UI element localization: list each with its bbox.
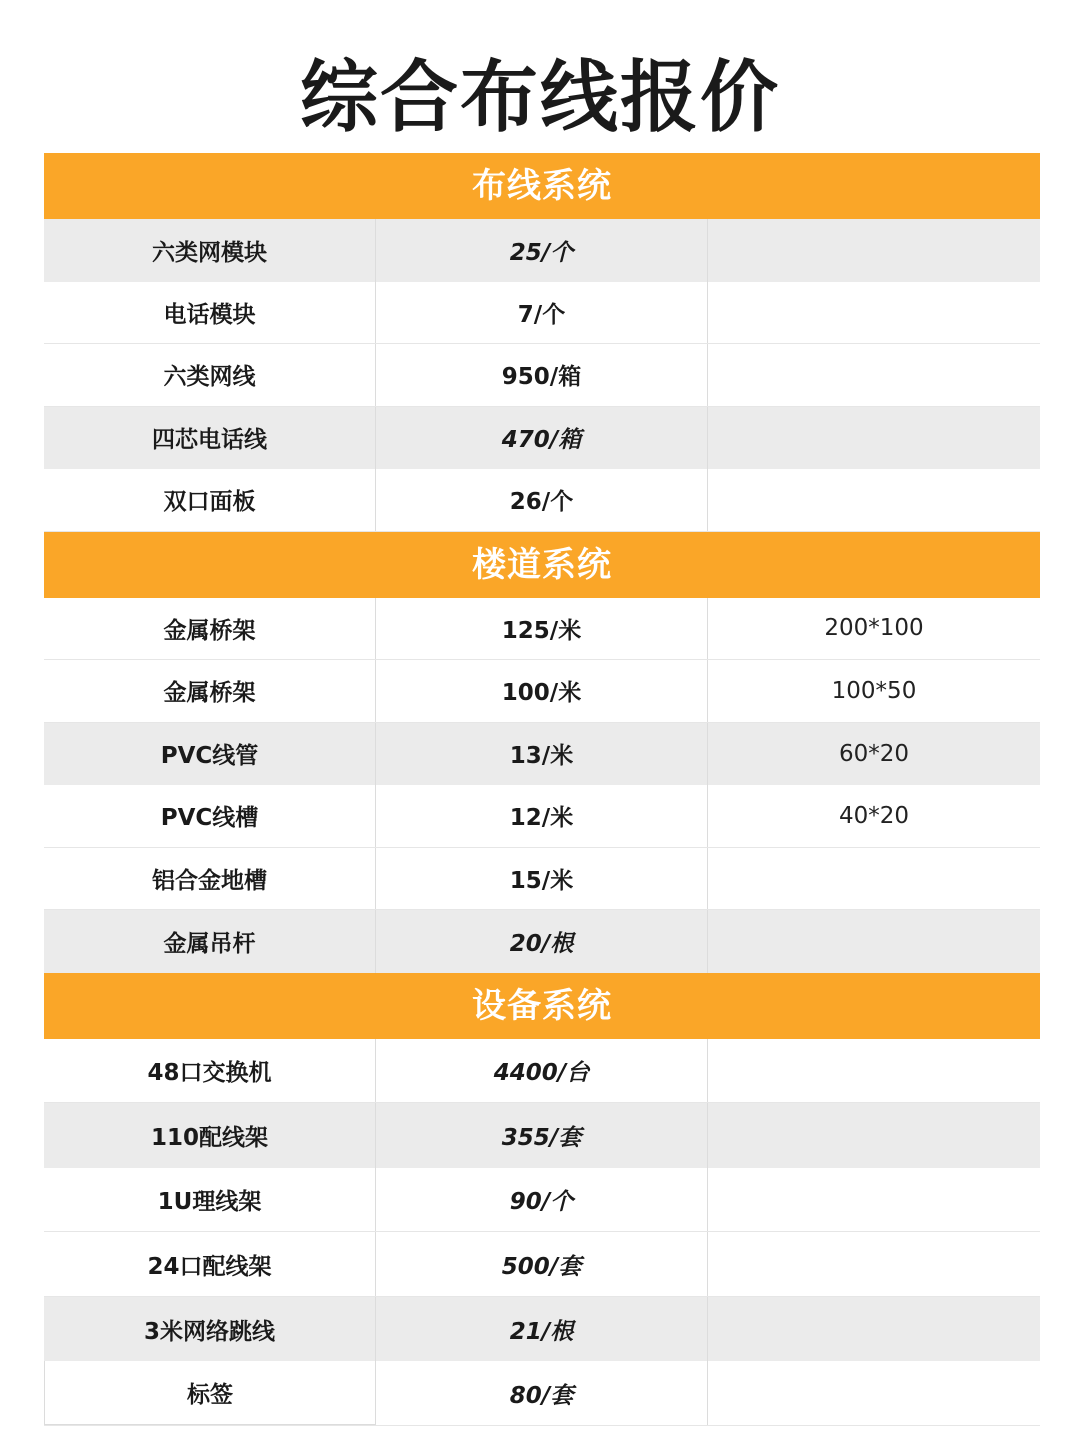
item-price-cell bbox=[376, 910, 708, 973]
item-name-cell: 双口面板 bbox=[44, 469, 376, 531]
item-name-cell: 铝合金地槽 bbox=[44, 848, 376, 910]
item-price: 15/米 bbox=[509, 867, 574, 894]
item-spec-cell: 200*100 bbox=[824, 615, 924, 642]
item-price-cell bbox=[376, 1039, 708, 1103]
table-row bbox=[44, 1039, 1040, 1104]
item-price: 355/套 bbox=[501, 1124, 582, 1151]
item-spec-cell bbox=[708, 1168, 1040, 1232]
item-spec-cell: 100*50 bbox=[831, 677, 917, 704]
item-name-cell: 六类网模块 bbox=[44, 219, 376, 282]
item-name-cell: 金属桥架 bbox=[44, 598, 376, 660]
item-price: 13/米 bbox=[509, 743, 574, 770]
item-price-cell bbox=[376, 1103, 708, 1168]
table-row bbox=[44, 1297, 1040, 1362]
item-spec-cell: 60*20 bbox=[838, 740, 910, 767]
item-price: 7/个 bbox=[517, 301, 566, 328]
table-row bbox=[44, 723, 1040, 786]
item-price: 21/根 bbox=[509, 1318, 574, 1345]
table-row bbox=[44, 407, 1040, 470]
item-spec-cell bbox=[708, 1297, 1040, 1362]
item-price-cell bbox=[376, 344, 708, 406]
price-table bbox=[44, 153, 1040, 1426]
item-name-cell: PVC线管 bbox=[44, 723, 376, 786]
item-price: 20/根 bbox=[509, 930, 574, 957]
table-row bbox=[44, 219, 1040, 282]
item-price-cell bbox=[376, 1297, 708, 1362]
item-name-cell: 电话模块 bbox=[44, 282, 376, 344]
item-spec-cell bbox=[708, 469, 1040, 531]
section-header: 楼道系统 bbox=[44, 532, 1040, 598]
item-spec-cell bbox=[708, 282, 1040, 344]
item-price-cell bbox=[376, 785, 708, 847]
item-name-cell: 3米网络跳线 bbox=[44, 1297, 376, 1362]
item-name-cell: 24口配线架 bbox=[44, 1232, 376, 1296]
item-price-cell bbox=[376, 1232, 708, 1296]
item-spec-cell bbox=[708, 219, 1040, 282]
item-name-cell: 六类网线 bbox=[44, 344, 376, 406]
item-spec-cell bbox=[708, 1232, 1040, 1296]
item-name-cell: 110配线架 bbox=[44, 1103, 376, 1168]
item-price: 125/米 bbox=[501, 617, 582, 644]
table-row bbox=[44, 598, 1040, 661]
item-name-cell: 金属桥架 bbox=[44, 660, 376, 722]
item-price: 25/个 bbox=[509, 239, 574, 266]
table-row bbox=[44, 344, 1040, 407]
item-price-cell bbox=[376, 723, 708, 786]
item-price-cell bbox=[376, 469, 708, 531]
item-name-cell: 标签 bbox=[44, 1361, 376, 1425]
item-name-cell: 1U理线架 bbox=[44, 1168, 376, 1232]
item-price-cell bbox=[376, 1168, 708, 1232]
item-spec-cell bbox=[708, 1103, 1040, 1168]
item-spec-cell bbox=[708, 910, 1040, 973]
item-spec-cell bbox=[708, 407, 1040, 470]
item-price: 470/箱 bbox=[501, 427, 582, 454]
section-header: 布线系统 bbox=[44, 153, 1040, 219]
table-row bbox=[44, 1232, 1040, 1297]
item-price: 26/个 bbox=[509, 489, 574, 516]
item-price: 100/米 bbox=[501, 680, 582, 707]
item-price: 950/箱 bbox=[501, 364, 582, 391]
table-row bbox=[44, 1361, 1040, 1426]
item-name-cell: 金属吊杆 bbox=[44, 910, 376, 973]
item-price-cell bbox=[376, 1361, 708, 1425]
table-row bbox=[44, 1103, 1040, 1168]
item-price-cell bbox=[376, 282, 708, 344]
item-price: 12/米 bbox=[509, 805, 574, 832]
item-price-cell bbox=[376, 407, 708, 470]
table-row bbox=[44, 660, 1040, 723]
item-price-cell bbox=[376, 219, 708, 282]
item-name-cell: 48口交换机 bbox=[44, 1039, 376, 1103]
item-price: 90/个 bbox=[509, 1188, 574, 1215]
section-header: 设备系统 bbox=[44, 973, 1040, 1039]
item-price-cell bbox=[376, 598, 708, 660]
table-row bbox=[44, 848, 1040, 911]
table-row bbox=[44, 1168, 1040, 1233]
table-row bbox=[44, 469, 1040, 532]
item-price: 80/套 bbox=[509, 1382, 574, 1409]
item-price: 500/套 bbox=[501, 1253, 582, 1280]
page-title: 综合布线报价 bbox=[299, 53, 780, 143]
section-corridor bbox=[44, 532, 1040, 973]
item-spec-cell: 40*20 bbox=[838, 802, 910, 829]
table-row bbox=[44, 282, 1040, 345]
item-spec-cell bbox=[708, 848, 1040, 910]
item-price-cell bbox=[376, 848, 708, 910]
item-price: 4400/台 bbox=[493, 1059, 590, 1086]
item-name-cell: PVC线槽 bbox=[44, 785, 376, 847]
item-spec-cell bbox=[708, 1039, 1040, 1103]
table-row bbox=[44, 785, 1040, 848]
item-spec-cell bbox=[708, 344, 1040, 406]
item-price-cell bbox=[376, 660, 708, 722]
item-spec-cell bbox=[708, 1361, 1040, 1425]
item-name-cell: 四芯电话线 bbox=[44, 407, 376, 470]
section-wiring bbox=[44, 153, 1040, 532]
table-row bbox=[44, 910, 1040, 973]
section-equipment bbox=[44, 973, 1040, 1427]
